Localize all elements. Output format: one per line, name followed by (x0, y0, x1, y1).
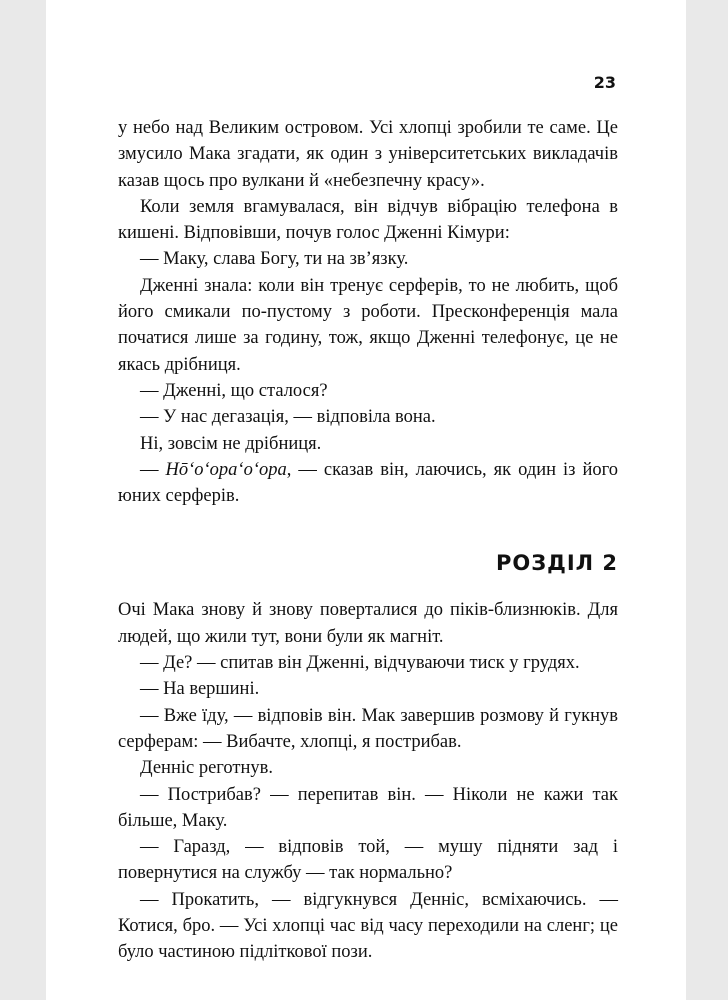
paragraph: у небо над Великим островом. Усі хлопці зробили те саме. Це змусило Мака згадати, як один з університетських викладачів казав щось про вулкани й «небезпечну красу». (118, 118, 618, 191)
dialogue-line: — На вершині. (140, 679, 260, 700)
dialogue-line: — У нас дегазація, — відповіла вона. (140, 407, 436, 428)
dialogue-line: — Пострибав? — перепитав він. — Ніколи не кажи так більше, Маку. (118, 784, 618, 831)
dialogue-line: — Маку, слава Богу, ти на зв’язку. (140, 249, 409, 270)
dialogue-line: — Вже їду, — відповів він. Мак завершив розмову й гукнув серферам: — Вибачте, хлопці, я пострибав. (118, 705, 618, 752)
dialogue-rest: , — сказав він, лаючись, як один із його юних серферів. (118, 459, 619, 507)
dialogue-line: — Гаразд, — відповів той, — мушу підняти зад і повернутися на службу — так нормально? (118, 837, 618, 884)
dialogue-line: — Прокатить, — відгукнувся Денніс, всміхаючись. — Котися, бро. — Усі хлопці час від часу переходили на сленг; це було частиною підліткової пози. (118, 889, 618, 963)
page-text (118, 115, 618, 966)
paragraph: Ні, зовсім не дрібниця. (140, 433, 322, 454)
dialogue-line: — Дженні, що сталося? (140, 380, 328, 401)
dialogue-line (118, 457, 618, 510)
page-number: 23 (593, 73, 616, 92)
chapter-heading: РОЗДІЛ 2 (495, 551, 618, 576)
paragraph: Очі Мака знову й знову поверталися до піків-близнюків. Для людей, що жили тут, вони були як магніт. (118, 600, 618, 647)
italic-word: Hōʻoʻopaʻoʻopa (165, 459, 287, 480)
dash: — (140, 459, 166, 480)
dialogue-line: — Де? — спитав він Дженні, відчуваючи тиск у грудях. (140, 653, 580, 674)
paragraph: Дженні знала: коли він тренує серферів, то не любить, щоб його смикали по-пустому з роботи. Пресконференція мала початися лише за годину, тож, якщо Дженні телефонує, це не якась дрібниця. (118, 275, 618, 375)
paragraph: Коли земля вгамувалася, він відчув вібрацію телефона в кишені. Відповівши, почув голос Дженні Кімури: (118, 196, 618, 244)
book-page (46, 0, 686, 1000)
paragraph: Денніс реготнув. (140, 758, 274, 779)
